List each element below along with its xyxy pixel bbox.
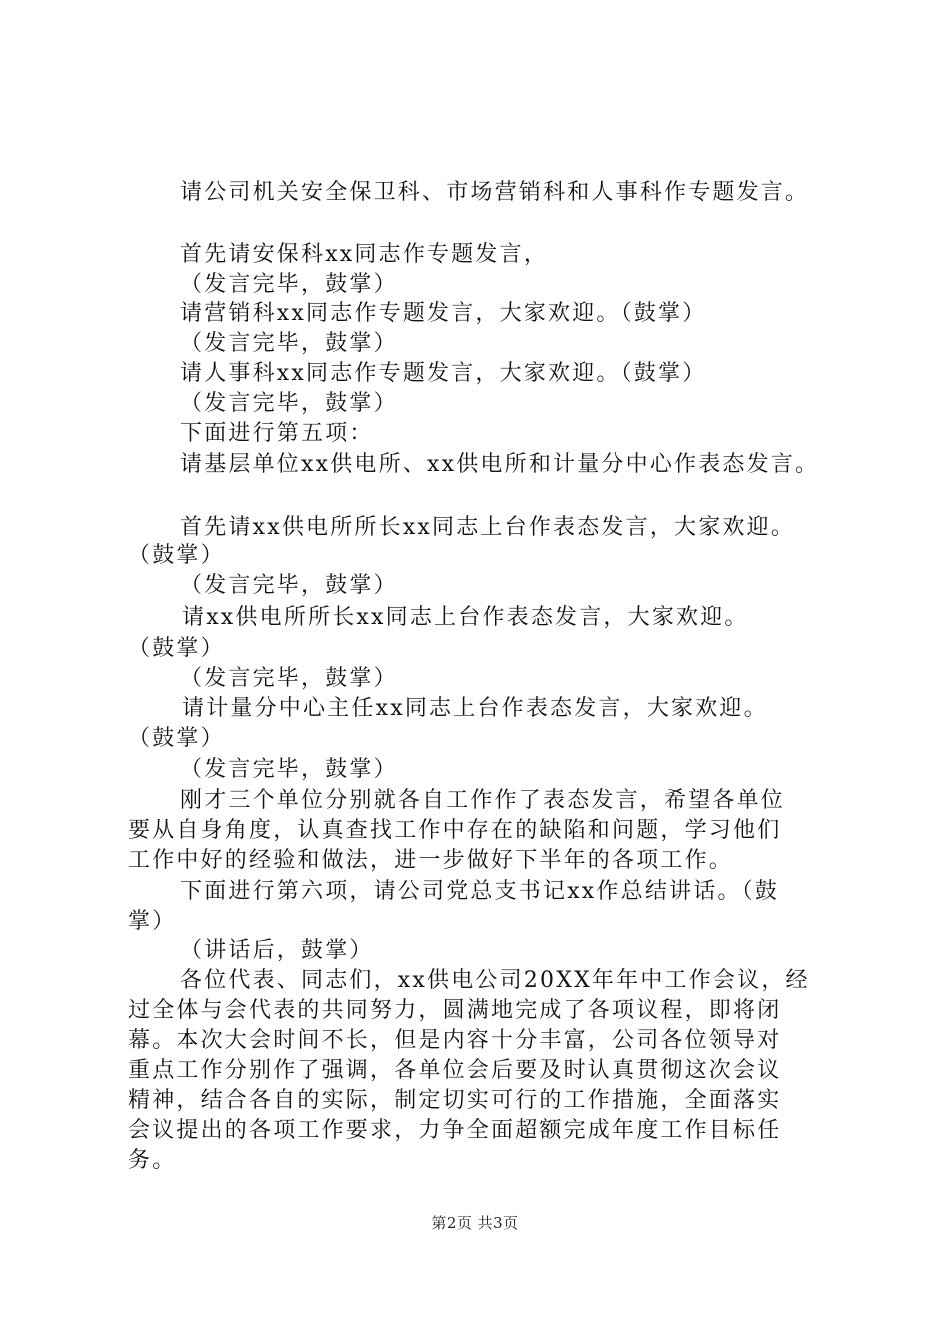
text-line: 下面进行第五项： bbox=[180, 421, 374, 446]
text-line: 精神，结合各自的实际，制定切实可行的工作措施，全面落实 bbox=[128, 1088, 782, 1113]
text-line: 各位代表、同志们，xx供电公司20XX年年中工作会议，经 bbox=[180, 968, 810, 993]
text-line: 下面进行第六项，请公司党总支书记xx作总结讲话。（鼓 bbox=[180, 879, 780, 904]
text-line: 工作中好的经验和做法，进一步做好下半年的各项工作。 bbox=[128, 848, 734, 873]
text-line: 请基层单位xx供电所、xx供电所和计量分中心作表态发言。 bbox=[180, 452, 820, 477]
text-line: （发言完毕，鼓掌） bbox=[180, 666, 398, 691]
text-line: 会议提出的各项工作要求，力争全面超额完成年度工作目标任 bbox=[128, 1118, 782, 1143]
text-line: 首先请xx供电所所长xx同志上台作表态发言，大家欢迎。 bbox=[180, 515, 796, 540]
text-line: 请人事科xx同志作专题发言，大家欢迎。（鼓掌） bbox=[180, 361, 707, 386]
text-line: 过全体与会代表的共同努力，圆满地完成了各项议程，即将闭 bbox=[128, 998, 782, 1023]
text-line: 务。 bbox=[128, 1148, 177, 1173]
text-line: （发言完毕，鼓掌） bbox=[180, 573, 398, 598]
text-line: （发言完毕，鼓掌） bbox=[180, 757, 398, 782]
text-line: （发言完毕，鼓掌） bbox=[180, 331, 398, 356]
text-line: 请营销科xx同志作专题发言，大家欢迎。（鼓掌） bbox=[180, 301, 707, 326]
text-line: 首先请安保科xx同志作专题发言， bbox=[180, 242, 549, 267]
text-line: （鼓掌） bbox=[128, 543, 225, 568]
text-line: （发言完毕，鼓掌） bbox=[180, 272, 398, 297]
page-number-footer: 第2页 共3页 bbox=[431, 1214, 519, 1232]
text-line: 刚才三个单位分别就各自工作作了表态发言，希望各单位 bbox=[180, 788, 786, 813]
text-line: 幕。本次大会时间不长，但是内容十分丰富，公司各位领导对 bbox=[128, 1028, 782, 1053]
text-line: 重点工作分别作了强调，各单位会后要及时认真贯彻这次会议 bbox=[128, 1058, 782, 1083]
text-line: （讲话后，鼓掌） bbox=[180, 938, 374, 963]
text-line: 请xx供电所所长xx同志上台作表态发言，大家欢迎。 bbox=[182, 605, 749, 630]
text-line: 请公司机关安全保卫科、市场营销科和人事科作专题发言。 bbox=[180, 180, 810, 205]
text-line: （发言完毕，鼓掌） bbox=[180, 391, 398, 416]
text-line: 请计量分中心主任xx同志上台作表态发言，大家欢迎。 bbox=[182, 696, 768, 721]
text-line: （鼓掌） bbox=[128, 636, 225, 661]
text-line: （鼓掌） bbox=[128, 726, 225, 751]
text-line: 掌） bbox=[128, 909, 177, 934]
text-line: 要从自身角度，认真查找工作中存在的缺陷和问题，学习他们 bbox=[128, 818, 782, 843]
